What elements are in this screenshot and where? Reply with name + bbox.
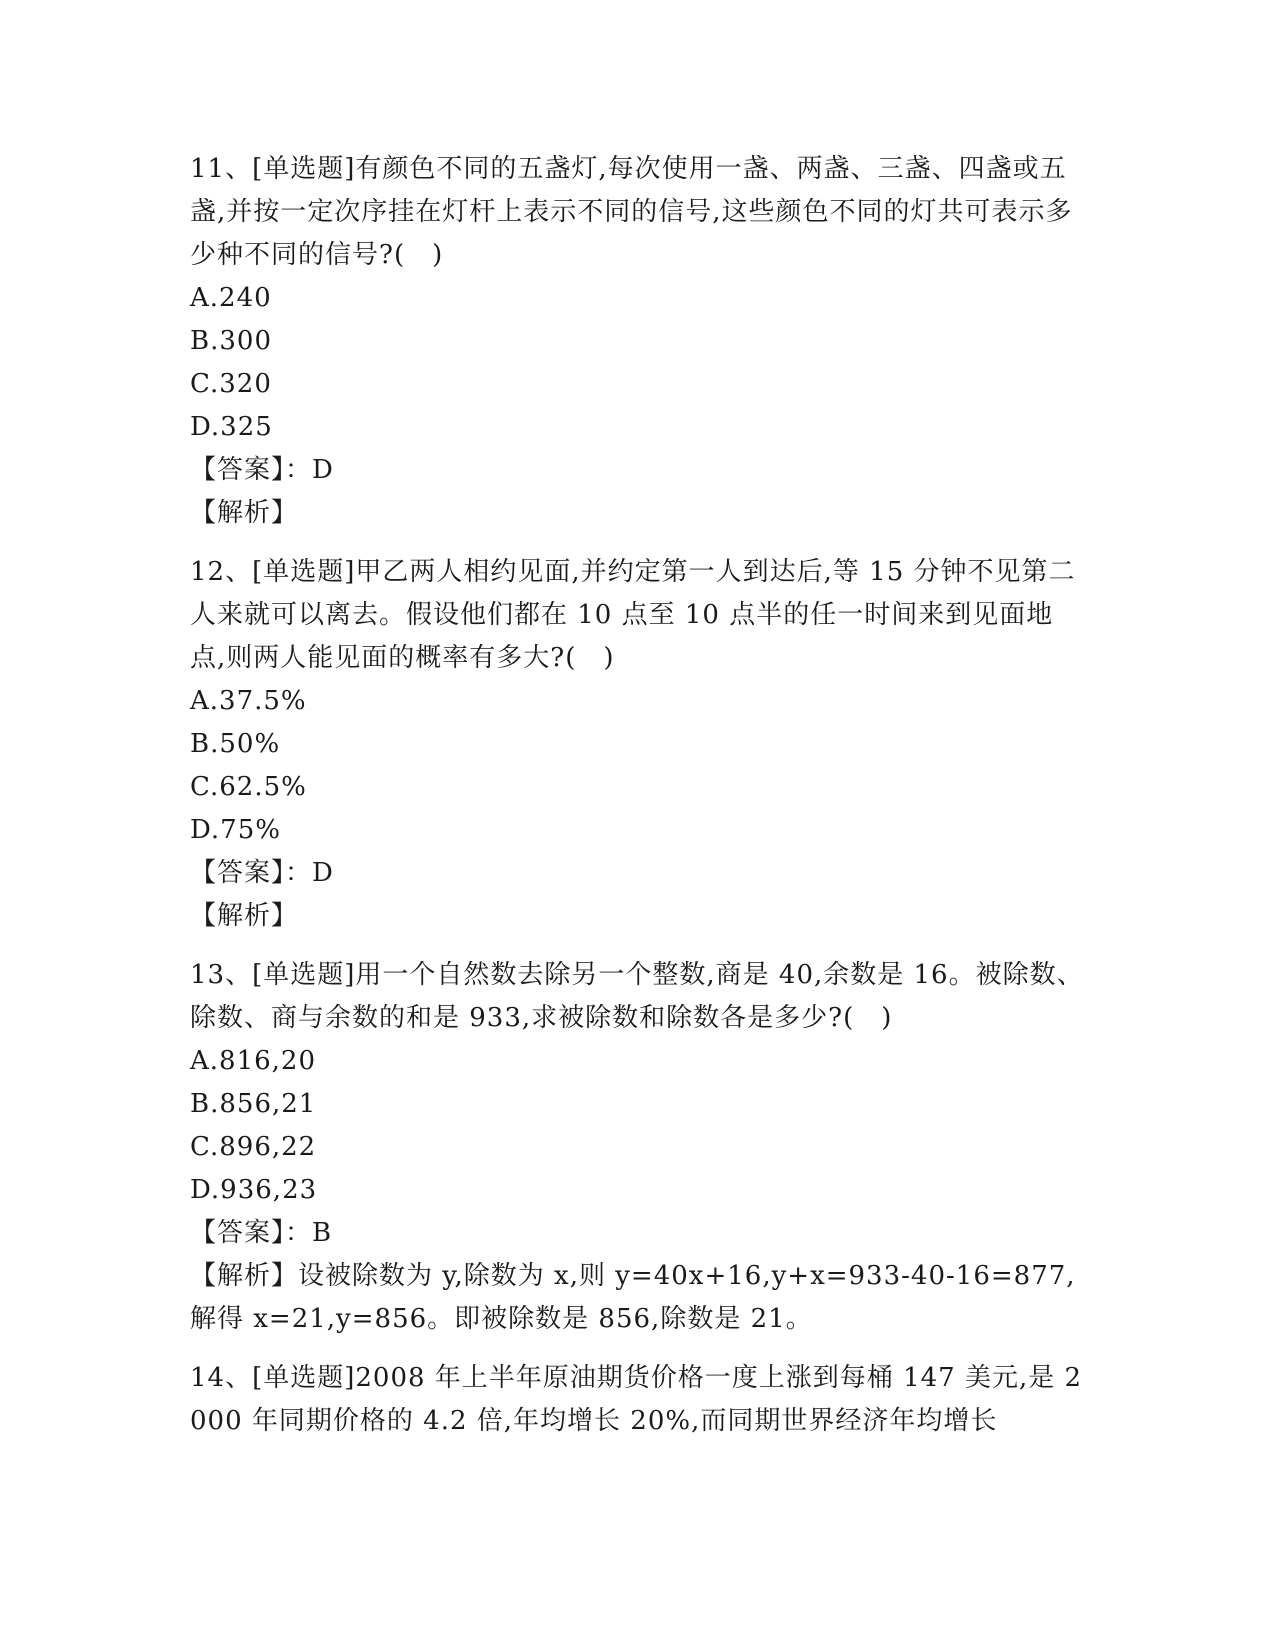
answer-value: ：D [285, 858, 334, 888]
option-d: D.75% [190, 815, 281, 845]
option-c: C.320 [190, 369, 272, 399]
question-11 [190, 148, 1085, 535]
option-d: D.936,23 [190, 1175, 318, 1205]
question-stem: 13、[单选题]用一个自然数去除另一个整数,商是 40,余数是 16。被除数、除数、商与余数的和是 933,求被除数和除数各是多少?( ) [190, 960, 1084, 1033]
explanation-line [190, 895, 1085, 938]
explanation-text: 设被除数为 y,除数为 x,则 y=40x+16,y+x=933-40-16=877,解得 x=21,y=856。即被除数是 856,除数是 21。 [190, 1261, 1076, 1334]
option-a: A.816,20 [190, 1046, 317, 1076]
option-a: A.37.5% [190, 686, 307, 716]
question-12 [190, 551, 1085, 938]
explanation-label: 【解析】 [190, 498, 299, 528]
answer-line [190, 1212, 1085, 1255]
question-14 [190, 1357, 1085, 1443]
option-b: B.856,21 [190, 1089, 317, 1119]
option-d: D.325 [190, 412, 273, 442]
option-b: B.50% [190, 729, 281, 759]
option-c: C.896,22 [190, 1132, 317, 1162]
explanation-line [190, 492, 1085, 535]
explanation-label: 【解析】 [190, 901, 299, 931]
answer-value: ：B [285, 1218, 333, 1248]
option-b: B.300 [190, 326, 272, 356]
question-stem: 11、[单选题]有颜色不同的五盏灯,每次使用一盏、两盏、三盏、四盏或五盏,并按一定次序挂在灯杆上表示不同的信号,这些颜色不同的灯共可表示多少种不同的信号?( ) [190, 154, 1073, 270]
question-13 [190, 954, 1085, 1341]
answer-label: 【答案】 [190, 455, 286, 485]
question-stem: 12、[单选题]甲乙两人相约见面,并约定第一人到达后,等 15 分钟不见第二人来就可以离去。假设他们都在 10 点至 10 点半的任一时间来到见面地点,则两人能见面的概率有多大?( ) [190, 557, 1076, 673]
option-a: A.240 [190, 283, 272, 313]
question-list [190, 148, 1085, 1459]
question-stem: 14、[单选题]2008 年上半年原油期货价格一度上涨到每桶 147 美元,是 2000 年同期价格的 4.2 倍,年均增长 20%,而同期世界经济年均增长 [190, 1363, 1083, 1436]
answer-line [190, 449, 1085, 492]
answer-value: ：D [285, 455, 334, 485]
answer-label: 【答案】 [190, 1218, 286, 1248]
option-c: C.62.5% [190, 772, 307, 802]
explanation-line [190, 1255, 1085, 1341]
answer-label: 【答案】 [190, 858, 286, 888]
explanation-label: 【解析】 [190, 1261, 299, 1291]
answer-line [190, 852, 1085, 895]
